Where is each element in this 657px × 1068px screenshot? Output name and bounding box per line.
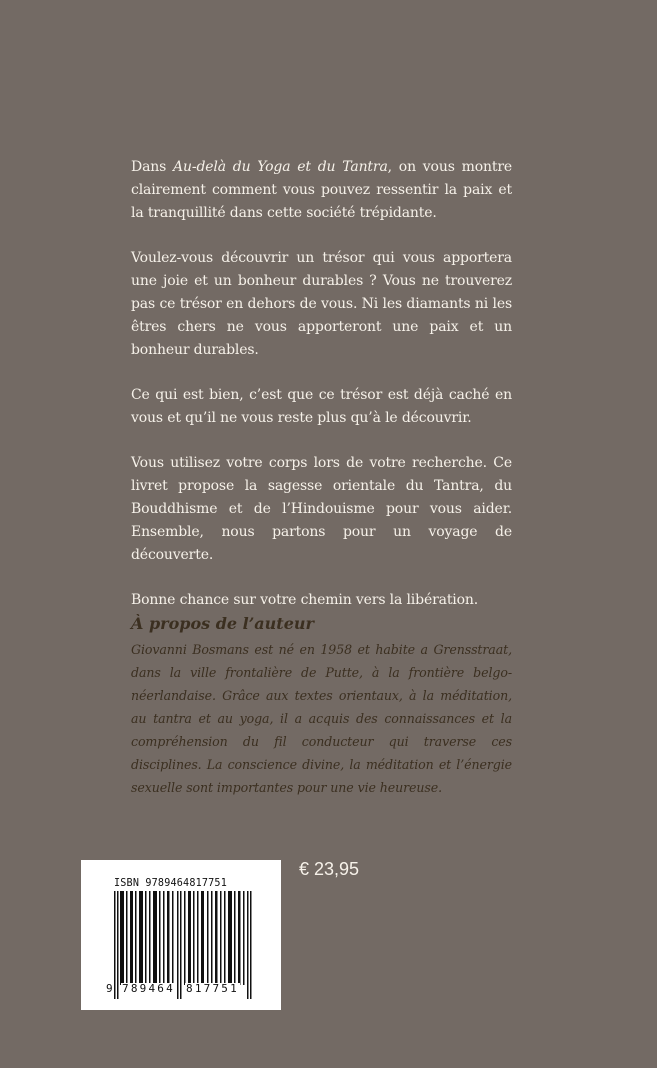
blurb-paragraph-4: Vous utilisez votre corps lors de votre recherche. Ce livret propose la sagesse orientale du Tantra, du Bouddhisme et de l’Hindouisme pour vous aider. Ensemble, nous partons pour un voyage de découverte.	[131, 455, 512, 563]
blurb-paragraph-5: Bonne chance sur votre chemin vers la libération.	[131, 592, 479, 608]
blurb-paragraph-3: Ce qui est bien, c’est que ce trésor est déjà caché en vous et qu’il ne vous reste plus qu’à le découvrir.	[131, 387, 512, 426]
isbn-label: ISBN 9789464817751	[114, 876, 227, 889]
blurb-paragraph-1: Dans Au-delà du Yoga et du Tantra, on vous montre clairement comment vous pouvez ressentir la paix et la tranquillité dans cette société trépidante.	[131, 159, 513, 221]
blurb-paragraph-2: Voulez-vous découvrir un trésor qui vous apportera une joie et un bonheur durables ? Vous ne trouverez pas ce trésor en dehors de vous. Ni les diamants ni les êtres chers ne vous apporteront une paix et un bonheur durables.	[131, 250, 512, 358]
price-label: € 23,95	[299, 859, 360, 879]
book-title: Au-delà du Yoga et du Tantra	[173, 159, 388, 175]
isbn-barcode	[81, 860, 281, 1010]
about-author-heading: À propos de l’auteur	[131, 614, 314, 633]
barcode-digit-lead: 9	[106, 982, 113, 995]
barcode-digits-left: 789464	[122, 982, 175, 995]
author-bio: Giovanni Bosmans est né en 1958 et habite a Grensstraat, dans la ville frontalière de Putte, à la frontière belgo-néerlandaise. Grâce aux textes orientaux, à la méditation, au tantra et au yoga, il a acquis des connaissances et la compréhension du fil conducteur qui traverse ces disciplines. La conscience divine, la méditation et l’énergie sexuelle sont importantes pour une vie heureuse.	[131, 642, 512, 795]
barcode-digits-right: 817751	[186, 982, 239, 995]
blurb-text	[131, 156, 512, 612]
about-author-section	[131, 612, 512, 799]
